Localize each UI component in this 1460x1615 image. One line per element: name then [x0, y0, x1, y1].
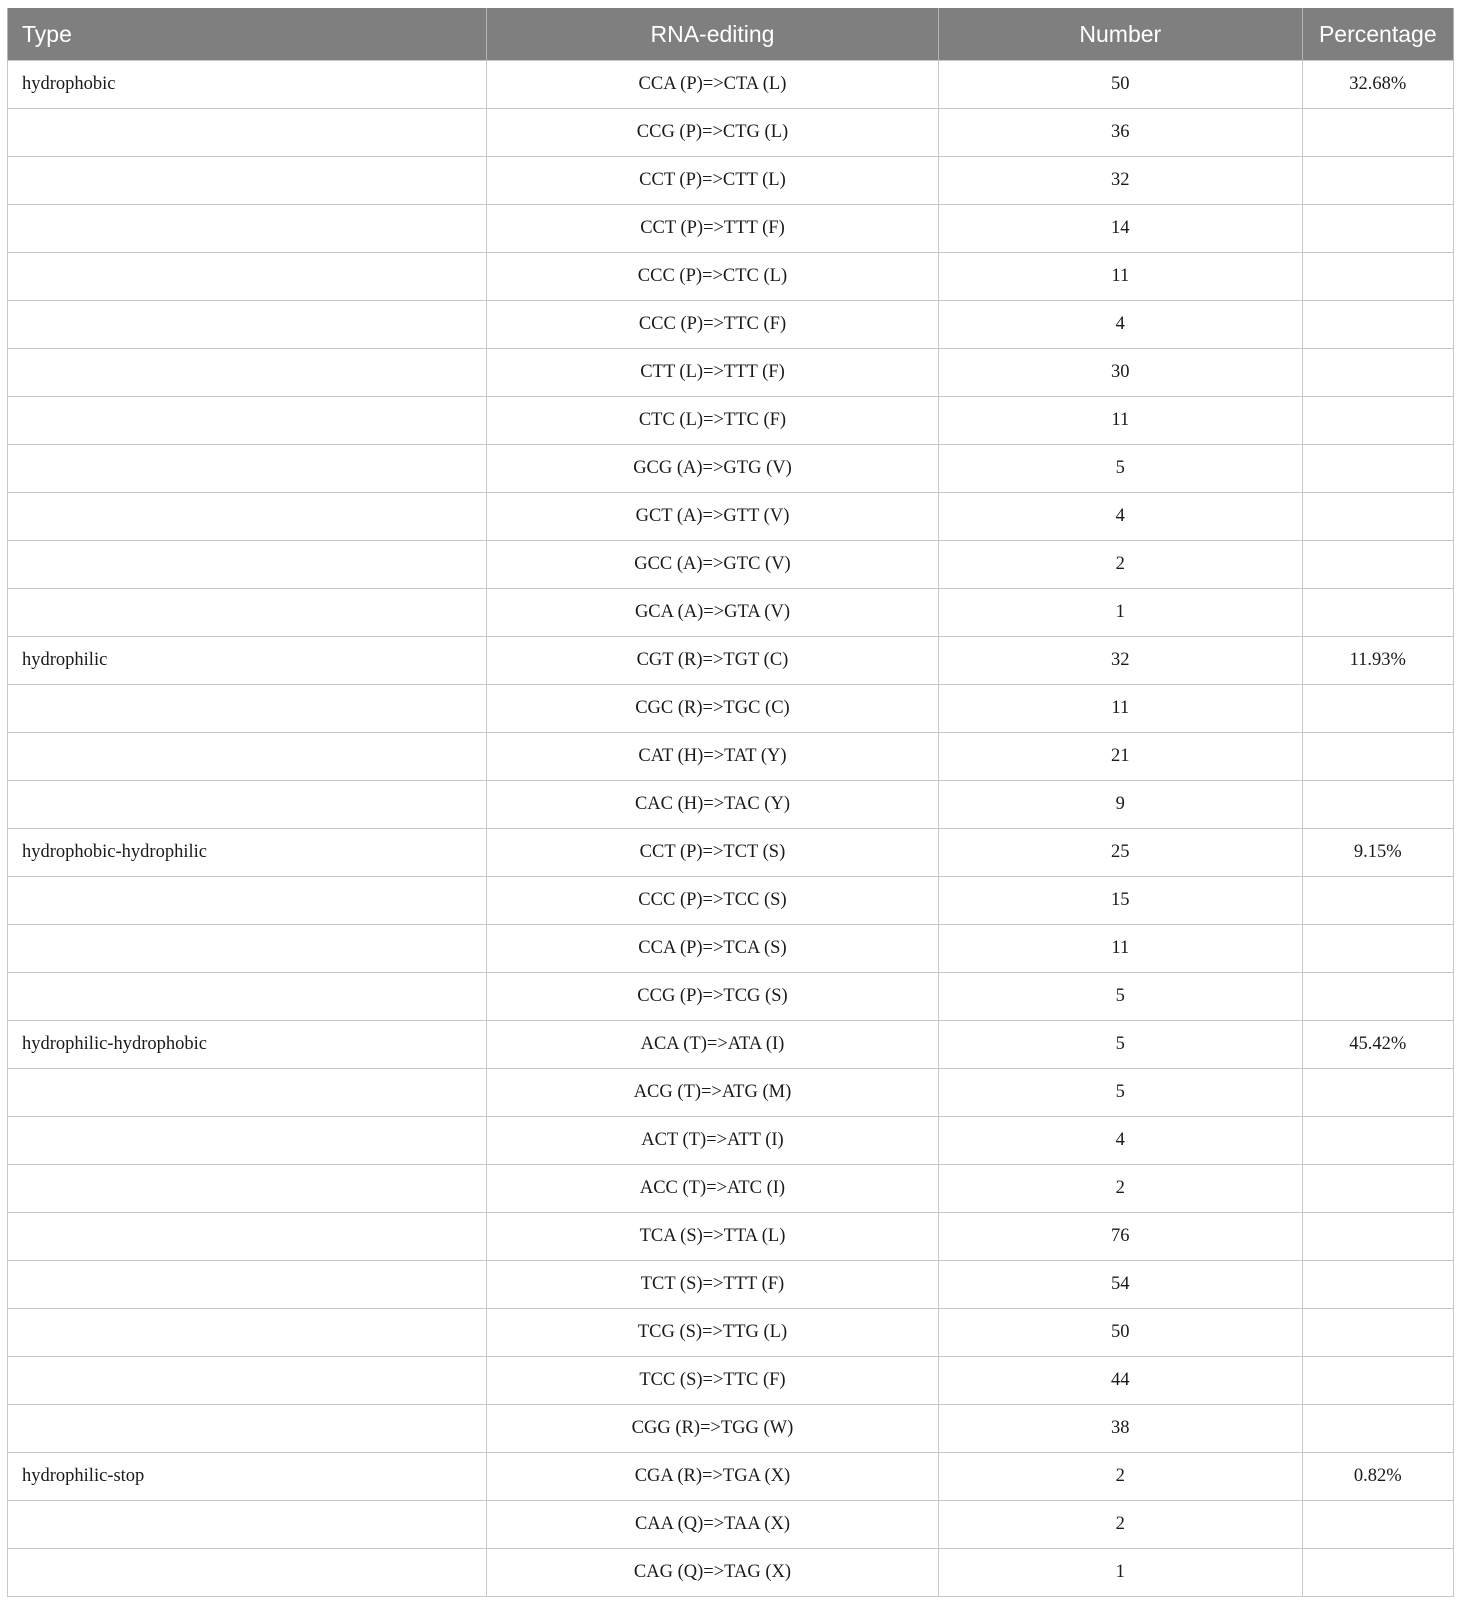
cell-type: hydrophobic [8, 61, 487, 109]
cell-type [8, 349, 487, 397]
table-row [8, 973, 1454, 1021]
cell-rna-editing: CCT (P)=>TCT (S) [486, 829, 938, 877]
cell-type [8, 1501, 487, 1549]
table-row [8, 1549, 1454, 1597]
cell-type [8, 1069, 487, 1117]
cell-rna-editing: GCG (A)=>GTG (V) [486, 445, 938, 493]
table-row [8, 1261, 1454, 1309]
cell-rna-editing: CCT (P)=>TTT (F) [486, 205, 938, 253]
table-row [8, 1021, 1454, 1069]
table-row [8, 541, 1454, 589]
cell-number: 54 [939, 1261, 1303, 1309]
cell-percentage [1302, 1165, 1453, 1213]
table-row [8, 877, 1454, 925]
cell-rna-editing: CAT (H)=>TAT (Y) [486, 733, 938, 781]
header-rna-editing: RNA-editing [486, 8, 938, 61]
cell-type [8, 1405, 487, 1453]
cell-number: 4 [939, 493, 1303, 541]
table-row [8, 637, 1454, 685]
cell-rna-editing: ACC (T)=>ATC (I) [486, 1165, 938, 1213]
cell-rna-editing: CTC (L)=>TTC (F) [486, 397, 938, 445]
cell-rna-editing: CCA (P)=>TCA (S) [486, 925, 938, 973]
cell-rna-editing: CCC (P)=>CTC (L) [486, 253, 938, 301]
cell-rna-editing: CGA (R)=>TGA (X) [486, 1453, 938, 1501]
cell-rna-editing: TCC (S)=>TTC (F) [486, 1357, 938, 1405]
table-row [8, 1501, 1454, 1549]
cell-rna-editing: GCC (A)=>GTC (V) [486, 541, 938, 589]
cell-number: 4 [939, 1117, 1303, 1165]
cell-rna-editing: GCA (A)=>GTA (V) [486, 589, 938, 637]
header-number: Number [939, 8, 1303, 61]
cell-percentage [1302, 1261, 1453, 1309]
cell-type: hydrophilic-stop [8, 1453, 487, 1501]
table-row [8, 925, 1454, 973]
cell-rna-editing: CAG (Q)=>TAG (X) [486, 1549, 938, 1597]
cell-percentage: 0.82% [1302, 1453, 1453, 1501]
cell-rna-editing: CCC (P)=>TCC (S) [486, 877, 938, 925]
cell-type [8, 1261, 487, 1309]
cell-number: 1 [939, 589, 1303, 637]
cell-number: 36 [939, 109, 1303, 157]
table-row [8, 397, 1454, 445]
cell-number: 2 [939, 1501, 1303, 1549]
header-row [8, 8, 1454, 61]
cell-number: 11 [939, 925, 1303, 973]
table-header [8, 8, 1454, 61]
cell-type [8, 301, 487, 349]
cell-type [8, 397, 487, 445]
cell-number: 32 [939, 637, 1303, 685]
cell-rna-editing: TCG (S)=>TTG (L) [486, 1309, 938, 1357]
cell-type [8, 1549, 487, 1597]
cell-type [8, 205, 487, 253]
table-row [8, 301, 1454, 349]
cell-number: 21 [939, 733, 1303, 781]
cell-percentage [1302, 541, 1453, 589]
cell-number: 38 [939, 1405, 1303, 1453]
table-row [8, 205, 1454, 253]
cell-number: 2 [939, 1453, 1303, 1501]
cell-number: 5 [939, 1021, 1303, 1069]
cell-number: 32 [939, 157, 1303, 205]
cell-type [8, 445, 487, 493]
cell-number: 44 [939, 1357, 1303, 1405]
cell-percentage [1302, 733, 1453, 781]
cell-rna-editing: CCA (P)=>CTA (L) [486, 61, 938, 109]
cell-type [8, 1165, 487, 1213]
cell-rna-editing: CAA (Q)=>TAA (X) [486, 1501, 938, 1549]
cell-number: 25 [939, 829, 1303, 877]
table-row [8, 1165, 1454, 1213]
cell-rna-editing: CAC (H)=>TAC (Y) [486, 781, 938, 829]
cell-percentage: 9.15% [1302, 829, 1453, 877]
cell-percentage [1302, 1117, 1453, 1165]
cell-rna-editing: TCT (S)=>TTT (F) [486, 1261, 938, 1309]
cell-number: 5 [939, 1069, 1303, 1117]
cell-type [8, 1213, 487, 1261]
table-row [8, 1117, 1454, 1165]
cell-number: 5 [939, 445, 1303, 493]
cell-percentage [1302, 1213, 1453, 1261]
cell-percentage [1302, 589, 1453, 637]
table-row [8, 1357, 1454, 1405]
table-row [8, 1309, 1454, 1357]
cell-percentage [1302, 1069, 1453, 1117]
cell-type [8, 685, 487, 733]
cell-type [8, 1309, 487, 1357]
table-row [8, 1069, 1454, 1117]
cell-number: 50 [939, 1309, 1303, 1357]
table-row [8, 253, 1454, 301]
cell-percentage [1302, 253, 1453, 301]
cell-percentage: 32.68% [1302, 61, 1453, 109]
table-row [8, 157, 1454, 205]
cell-rna-editing: CGT (R)=>TGT (C) [486, 637, 938, 685]
table-row [8, 493, 1454, 541]
cell-percentage: 11.93% [1302, 637, 1453, 685]
table-row [8, 733, 1454, 781]
cell-rna-editing: ACG (T)=>ATG (M) [486, 1069, 938, 1117]
cell-type [8, 109, 487, 157]
cell-percentage [1302, 781, 1453, 829]
cell-percentage: 45.42% [1302, 1021, 1453, 1069]
cell-number: 9 [939, 781, 1303, 829]
cell-type [8, 733, 487, 781]
cell-type [8, 253, 487, 301]
cell-type [8, 973, 487, 1021]
cell-number: 11 [939, 397, 1303, 445]
cell-number: 11 [939, 685, 1303, 733]
cell-type [8, 157, 487, 205]
table-row [8, 589, 1454, 637]
table-row [8, 829, 1454, 877]
table-row [8, 685, 1454, 733]
cell-number: 4 [939, 301, 1303, 349]
cell-number: 1 [939, 1549, 1303, 1597]
cell-percentage [1302, 205, 1453, 253]
cell-type: hydrophobic-hydrophilic [8, 829, 487, 877]
cell-type [8, 589, 487, 637]
cell-percentage [1302, 1357, 1453, 1405]
table-row [8, 109, 1454, 157]
cell-percentage [1302, 1549, 1453, 1597]
cell-rna-editing: ACA (T)=>ATA (I) [486, 1021, 938, 1069]
table-row [8, 1213, 1454, 1261]
cell-type: hydrophilic [8, 637, 487, 685]
cell-percentage [1302, 301, 1453, 349]
cell-type: hydrophilic-hydrophobic [8, 1021, 487, 1069]
cell-number: 11 [939, 253, 1303, 301]
cell-rna-editing: CGG (R)=>TGG (W) [486, 1405, 938, 1453]
cell-type [8, 493, 487, 541]
cell-number: 2 [939, 541, 1303, 589]
header-percentage: Percentage [1302, 8, 1453, 61]
cell-percentage [1302, 349, 1453, 397]
cell-percentage [1302, 397, 1453, 445]
table-row [8, 781, 1454, 829]
cell-percentage [1302, 109, 1453, 157]
cell-number: 5 [939, 973, 1303, 1021]
cell-rna-editing: TCA (S)=>TTA (L) [486, 1213, 938, 1261]
cell-rna-editing: GCT (A)=>GTT (V) [486, 493, 938, 541]
cell-percentage [1302, 973, 1453, 1021]
cell-number: 15 [939, 877, 1303, 925]
cell-percentage [1302, 1501, 1453, 1549]
header-type: Type [8, 8, 487, 61]
table-row [8, 61, 1454, 109]
cell-number: 2 [939, 1165, 1303, 1213]
cell-number: 14 [939, 205, 1303, 253]
cell-rna-editing: CTT (L)=>TTT (F) [486, 349, 938, 397]
table-body [8, 61, 1454, 1597]
cell-number: 76 [939, 1213, 1303, 1261]
cell-rna-editing: CCG (P)=>TCG (S) [486, 973, 938, 1021]
cell-rna-editing: CCG (P)=>CTG (L) [486, 109, 938, 157]
cell-number: 50 [939, 61, 1303, 109]
cell-rna-editing: CCT (P)=>CTT (L) [486, 157, 938, 205]
cell-percentage [1302, 925, 1453, 973]
cell-rna-editing: CCC (P)=>TTC (F) [486, 301, 938, 349]
cell-percentage [1302, 445, 1453, 493]
cell-percentage [1302, 1309, 1453, 1357]
rna-editing-table [7, 8, 1454, 1597]
cell-type [8, 1117, 487, 1165]
cell-percentage [1302, 877, 1453, 925]
cell-rna-editing: CGC (R)=>TGC (C) [486, 685, 938, 733]
table-row [8, 1405, 1454, 1453]
cell-type [8, 541, 487, 589]
cell-rna-editing: ACT (T)=>ATT (I) [486, 1117, 938, 1165]
table-row [8, 1453, 1454, 1501]
cell-percentage [1302, 493, 1453, 541]
cell-percentage [1302, 1405, 1453, 1453]
cell-number: 30 [939, 349, 1303, 397]
cell-percentage [1302, 685, 1453, 733]
cell-type [8, 925, 487, 973]
table-row [8, 349, 1454, 397]
cell-type [8, 877, 487, 925]
cell-type [8, 1357, 487, 1405]
cell-type [8, 781, 487, 829]
table-row [8, 445, 1454, 493]
cell-percentage [1302, 157, 1453, 205]
